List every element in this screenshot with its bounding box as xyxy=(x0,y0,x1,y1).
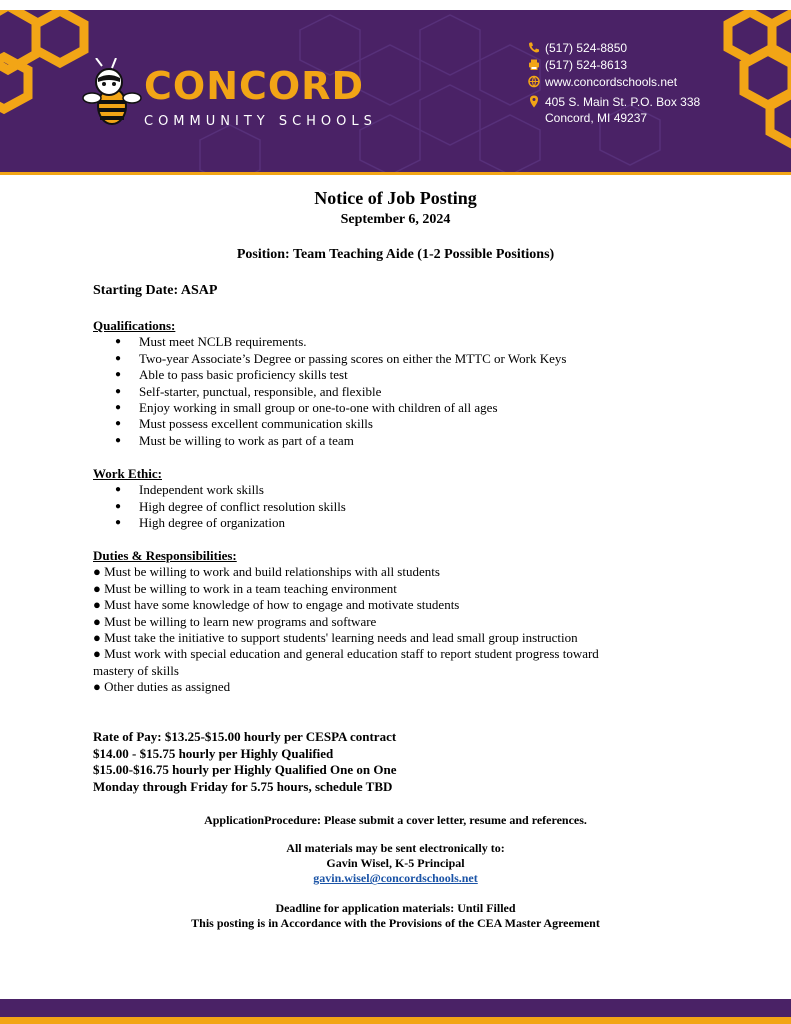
list-item: ● Must take the initiative to support students' learning needs and lead small group instruction xyxy=(93,630,578,646)
list-item: ● Self-starter, punctual, responsible, and flexible xyxy=(93,384,698,400)
list-item: ● Able to pass basic proficiency skills test xyxy=(93,367,698,383)
page-title: Notice of Job Posting xyxy=(314,188,477,208)
list-item: ● Must meet NCLB requirements. xyxy=(93,334,698,350)
list-item: ● Must work with special education and general education staff to report student progress toward mastery of skills xyxy=(93,646,599,678)
pay-rate-line: $15.00-$16.75 hourly per Highly Qualified One on One xyxy=(93,762,397,778)
work-ethic-heading: Work Ethic: xyxy=(93,466,162,481)
work-ethic-list xyxy=(93,482,698,531)
list-item: ● Must be willing to work in a team teaching environment xyxy=(93,580,397,596)
list-item: ● Must be willing to learn new programs and software xyxy=(93,613,377,629)
application-procedure: ApplicationProcedure: Please submit a cover letter, resume and references. xyxy=(204,813,587,827)
fax-icon xyxy=(528,58,540,71)
duties-section xyxy=(93,548,633,696)
schedule-line: Monday through Friday for 5.75 hours, schedule TBD xyxy=(93,778,393,794)
list-item: ● High degree of conflict resolution skills xyxy=(93,499,698,515)
work-ethic-section xyxy=(93,466,698,532)
pay-rate-line: $14.00 - $15.75 hourly per Highly Qualified xyxy=(93,745,334,761)
duties-heading: Duties & Responsibilities: xyxy=(93,548,237,563)
brand-name: CONCORD xyxy=(144,64,364,108)
list-item: ● Two-year Associate’s Degree or passing scores on either the MTTC or Work Keys xyxy=(93,351,698,367)
list-item: ● High degree of organization xyxy=(93,515,698,531)
agreement-text: This posting is in Accordance with the Provisions of the CEA Master Agreement xyxy=(191,916,600,931)
materials-contact xyxy=(93,841,698,887)
contact-name: Gavin Wisel, K-5 Principal xyxy=(326,856,465,871)
list-item: ● Independent work skills xyxy=(93,482,698,498)
location-pin-icon xyxy=(528,95,540,108)
contact-email-link[interactable]: gavin.wisel@concordschools.net xyxy=(313,871,478,886)
header-accent-line xyxy=(0,172,791,175)
list-item: ● Must be willing to work and build relationships with all students xyxy=(93,564,440,580)
pay-rate-line: Rate of Pay: $13.25-$15.00 hourly per CESPA contract xyxy=(93,729,397,744)
starting-date: Starting Date: ASAP xyxy=(93,283,218,298)
list-item: ● Other duties as assigned xyxy=(93,679,231,695)
list-item: ● Must have some knowledge of how to engage and motivate students xyxy=(93,597,460,613)
list-item: ● Must possess excellent communication skills xyxy=(93,416,698,432)
posting-date: September 6, 2024 xyxy=(340,212,451,227)
letterhead-banner: CONCORD COMMUNITY SCHOOLS (517) 524-8850 (517) 524-8613 www.concordschools.net 405 S. Main St. P.O. Box 338 Concord, MI 49237 xyxy=(0,10,791,172)
deadline-section xyxy=(93,901,698,931)
qualifications-section xyxy=(93,318,698,449)
mascot-logo xyxy=(82,58,142,138)
deadline-text: Deadline for application materials: Until Filled xyxy=(275,901,516,915)
list-item: ● Enjoy working in small group or one-to-one with children of all ages xyxy=(93,400,698,416)
qualifications-list xyxy=(93,334,698,449)
pay-section xyxy=(93,729,698,795)
footer-accent-line xyxy=(0,1017,791,1024)
list-item: ● Must be willing to work as part of a team xyxy=(93,433,698,449)
materials-intro: All materials may be sent electronically to: xyxy=(286,841,505,855)
globe-icon xyxy=(528,75,540,88)
phone-icon xyxy=(528,41,540,54)
position-title: Position: Team Teaching Aide (1-2 Possible Positions) xyxy=(236,247,555,262)
qualifications-heading: Qualifications: xyxy=(93,318,176,333)
brand-subtitle: COMMUNITY SCHOOLS xyxy=(144,114,377,129)
